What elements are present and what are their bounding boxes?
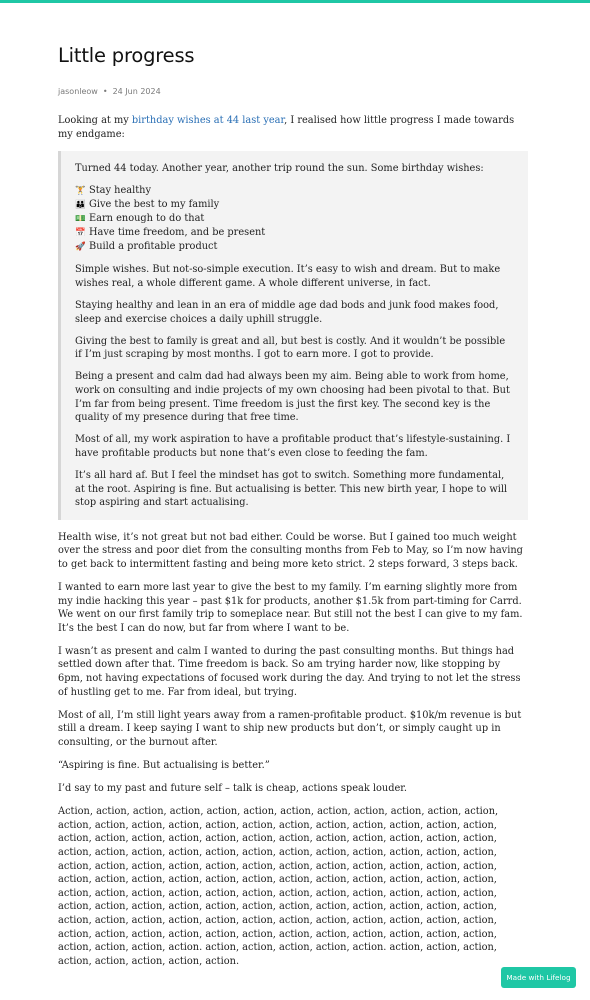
- wish-text: Stay healthy: [89, 184, 152, 196]
- quote-paragraph: Being a present and calm dad had always been my aim. Being able to work from home, work on consulting and indie projects of my own choosing had been pivotal to that. But I’m far from being present. Time freedom is just the first key. The second key is the quality of my presence during that free time.: [75, 371, 510, 424]
- quote-paragraphs: [75, 263, 514, 509]
- quote-paragraph: It’s all hard af. But I feel the mindset has got to switch. Something more fundamental, at the root. Aspiring is fine. But actualising is better. This new birth year, I hope to will stop aspiring and start actualising.: [75, 469, 508, 509]
- blockquote: [58, 151, 528, 520]
- intro-text-before: Looking at my: [58, 115, 132, 126]
- body-paragraph: Most of all, I’m still light years away from a ramen-profitable product. $10k/m revenue is but still a dream. I keep saying I want to ship new products but don’t, or simply caught up in consulting, or the burnout after.: [58, 709, 522, 748]
- meta-separator: •: [102, 87, 108, 96]
- quote-paragraph: Giving the best to family is great and all, but best is costly. And it wouldn’t be possible if I’m just scraping by most months. I got to earn more. I got to provide.: [75, 335, 506, 361]
- post-title: Little progress: [58, 44, 195, 67]
- body-paragraph: I wasn’t as present and calm I wanted to during the past consulting months. But things had settled down after that. Time freedom is back. So am trying harder now, like stopping by 6pm, not having expectations of focused work during the day. And trying to not let the stress of hustling get to me. Far from ideal, but trying.: [58, 645, 521, 698]
- wish-list: [75, 184, 514, 254]
- quote-paragraph: Simple wishes. But not-so-simple execution. It’s easy to wish and dream. But to make wishes real, a whole different game. A whole different universe, in fact.: [75, 264, 501, 289]
- body-paragraph: Health wise, it’s not great but not bad either. Could be worse. But I gained too much weight over the stress and poor diet from the consulting months from Feb to May, so I’m now having to get back to intermittent fasting and being more keto strict. 2 steps forward, 3 steps back.: [58, 531, 523, 570]
- body-paragraph: I wanted to earn more last year to give the best to my family. I’m earning slightly more from my indie hacking this year – past $1k for products, another $1.5k from part-timing for Carrd. We went on our first family trip to someplace near. But still not the best I can give to my fam. It’s the best I can do now, but far from where I want to be.: [58, 581, 523, 634]
- body-paragraphs: [58, 531, 528, 969]
- quote-opening: Turned 44 today. Another year, another trip round the sun. Some birthday wishes:: [75, 162, 484, 174]
- body-paragraph: Action, action, action, action, action, action, action, action, action, action, action, action, action, action, action, action, action, action, action, action, action, action, action, action, action, action, action, action, action, action, action, action, action, action, action, action, action, action, action, action, action, action, action, action, action, action, action, action, action, action, action, action, action, action, action, action, action, action, action, action, action, action, action, action, action, action, action, action, action, action, action, action, action, action, action, action, action, action, action, action, action, action, action, action, action, action, action, action, action, action, action, action, action, action, action, action, action, action, action, action, action, action, action, action, action, action, action, action, action, action, action, action, action, action, action, action, action, action, action, action, action, action, action, action. action, action, action, action, action. action, action, action, action, action, action, action, action.: [58, 806, 499, 967]
- wish-text: Have time freedom, and be present: [89, 226, 266, 238]
- intro-text-after: , I realised how little progress I made towards my endgame:: [58, 115, 515, 140]
- wish-item: [75, 226, 514, 240]
- wish-item: [75, 212, 514, 226]
- body-paragraph: “Aspiring is fine. But actualising is better.”: [58, 760, 270, 771]
- wish-item: [75, 184, 514, 198]
- family-icon: 👪: [75, 199, 86, 210]
- post-meta: [58, 87, 161, 96]
- author-link[interactable]: jasonleow: [58, 87, 98, 96]
- wish-item: [75, 240, 514, 254]
- wish-text: Build a profitable product: [89, 240, 218, 252]
- wish-item: [75, 198, 514, 212]
- quote-paragraph: Most of all, my work aspiration to have a profitable product that’s lifestyle-sustaining. I have profitable products but none that’s even close to feeding the fam.: [75, 434, 511, 459]
- intro-paragraph: [58, 114, 528, 141]
- wish-text: Give the best to my family: [89, 198, 220, 210]
- rocket-icon: 🚀: [75, 241, 86, 252]
- quote-paragraph: Staying healthy and lean in an era of middle age dad bods and junk food makes food, sleep and exercise choices a daily uphill struggle.: [75, 299, 499, 325]
- accent-top-bar: [0, 0, 590, 3]
- calendar-icon: 📅: [75, 227, 86, 238]
- weightlifter-icon: 🏋: [75, 185, 86, 196]
- birthday-wishes-link[interactable]: birthday wishes at 44 last year: [131, 115, 285, 126]
- wish-text: Earn enough to do that: [89, 212, 205, 224]
- money-icon: 💵: [75, 213, 86, 224]
- post-body: [58, 114, 528, 978]
- post-date: 24 Jun 2024: [112, 87, 161, 96]
- body-paragraph: I’d say to my past and future self – talk is cheap, actions speak louder.: [58, 783, 408, 795]
- made-with-lifelog-button[interactable]: Made with Lifelog: [501, 967, 576, 988]
